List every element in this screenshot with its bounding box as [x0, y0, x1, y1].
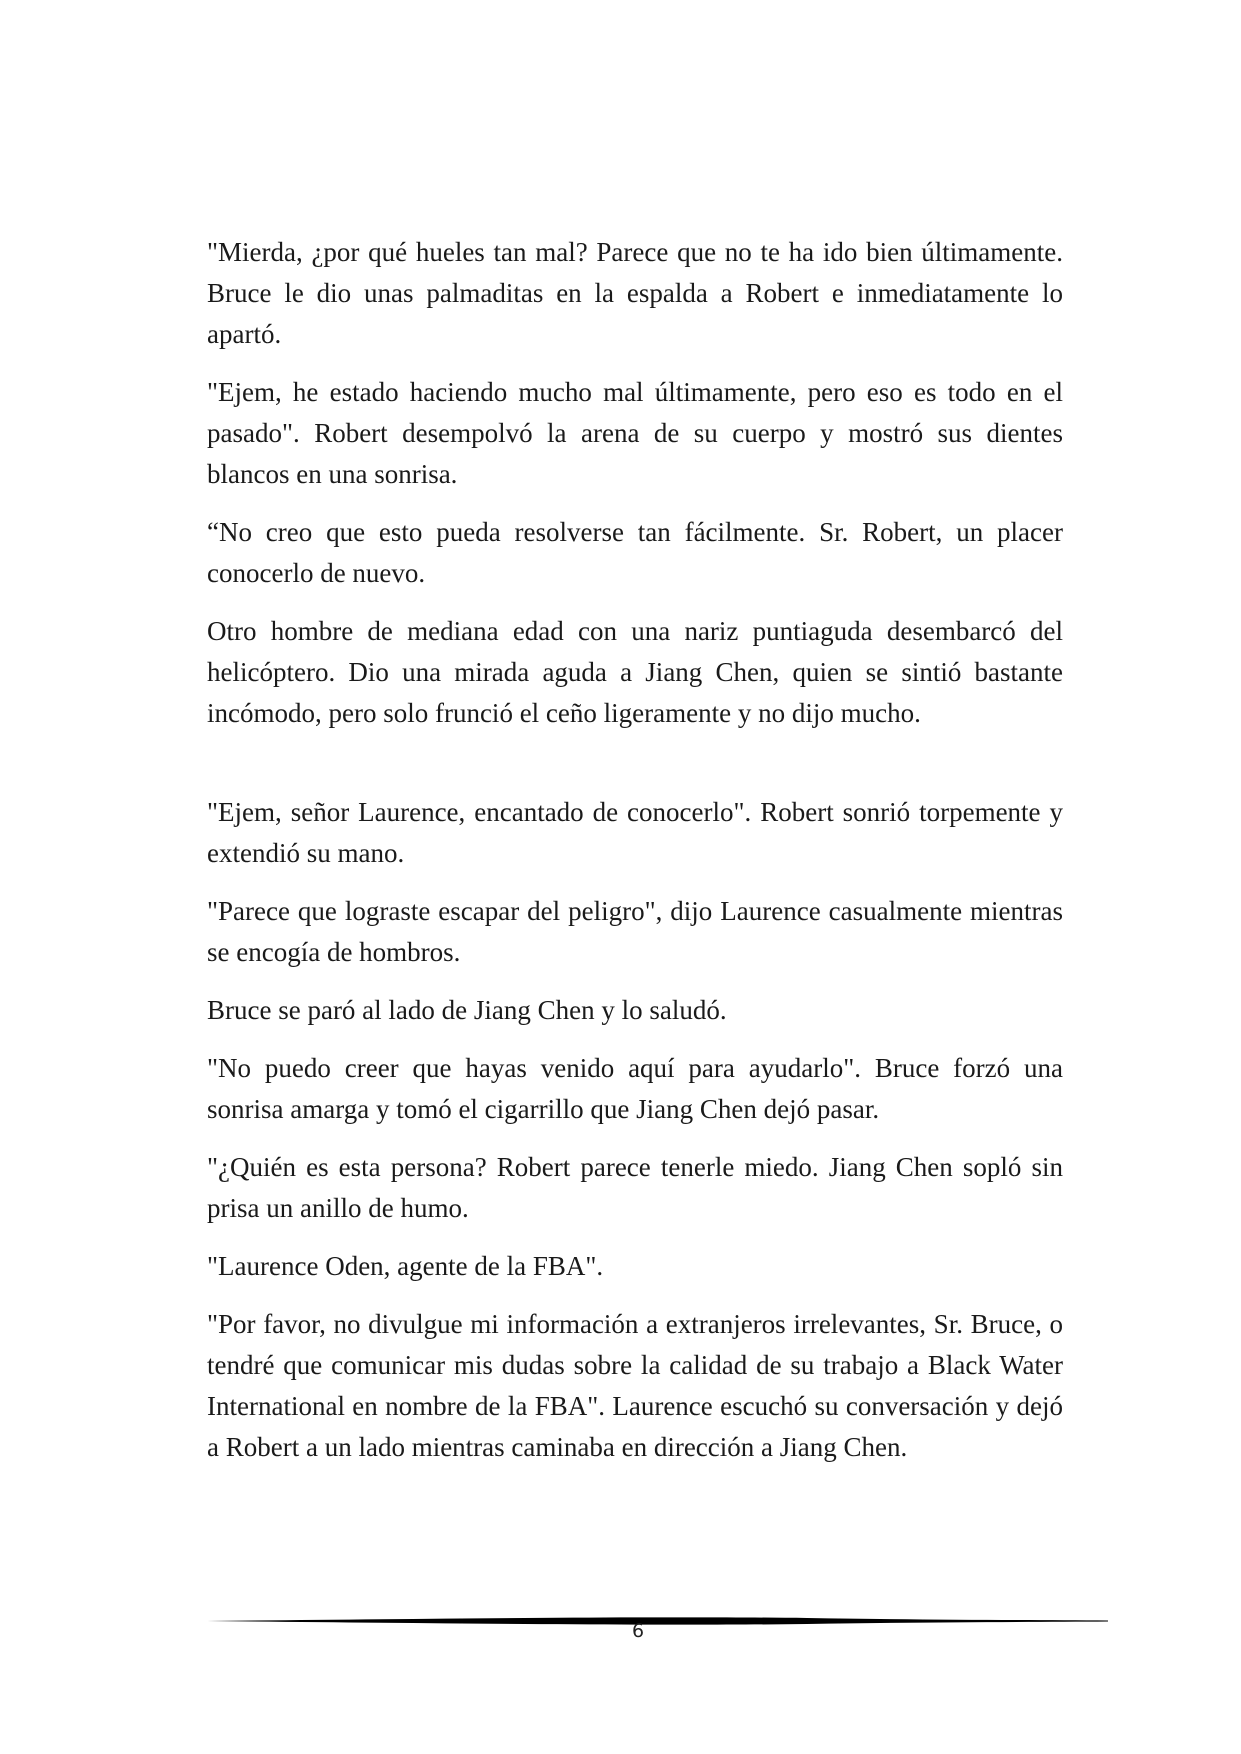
paragraph: "Ejem, he estado haciendo mucho mal últimamente, pero eso es todo en el pasado". Robert desempolvó la arena de su cuerpo y mostró sus dientes blancos en una sonrisa.	[207, 377, 1063, 489]
paragraph: "Por favor, no divulgue mi información a extranjeros irrelevantes, Sr. Bruce, o tendré que comunicar mis dudas sobre la calidad de su trabajo a Black Water International en nombre de la FBA". Laurence escuchó su conversación y dejó a Robert a un lado mientras caminaba en dirección a Jiang Chen.	[207, 1309, 1063, 1462]
paragraph: "No puedo creer que hayas venido aquí para ayudarlo". Bruce forzó una sonrisa amarga y tomó el cigarrillo que Jiang Chen dejó pasar.	[207, 1053, 1063, 1124]
paragraph: "Parece que lograste escapar del peligro", dijo Laurence casualmente mientras se encogía de hombros.	[207, 896, 1063, 967]
paragraph: "Ejem, señor Laurence, encantado de conocerlo". Robert sonrió torpemente y extendió su mano.	[207, 797, 1063, 868]
paragraph: "Laurence Oden, agente de la FBA".	[207, 1251, 604, 1281]
paragraph: "Mierda, ¿por qué hueles tan mal? Parece que no te ha ido bien últimamente. Bruce le dio unas palmaditas en la espalda a Robert e inmediatamente lo apartó.	[207, 237, 1063, 349]
paragraph: Otro hombre de mediana edad con una nariz puntiaguda desembarcó del helicóptero. Dio una mirada aguda a Jiang Chen, quien se sintió bastante incómodo, pero solo frunció el ceño ligeramente y no dijo mucho.	[207, 616, 1063, 728]
paragraph: “No creo que esto pueda resolverse tan fácilmente. Sr. Robert, un placer conocerlo de nuevo.	[207, 517, 1063, 588]
page-number: 6	[631, 1620, 645, 1642]
body-text	[207, 232, 1063, 1485]
paragraph: Bruce se paró al lado de Jiang Chen y lo saludó.	[207, 995, 727, 1025]
paragraph: "¿Quién es esta persona? Robert parece tenerle miedo. Jiang Chen sopló sin prisa un anillo de humo.	[207, 1152, 1063, 1223]
